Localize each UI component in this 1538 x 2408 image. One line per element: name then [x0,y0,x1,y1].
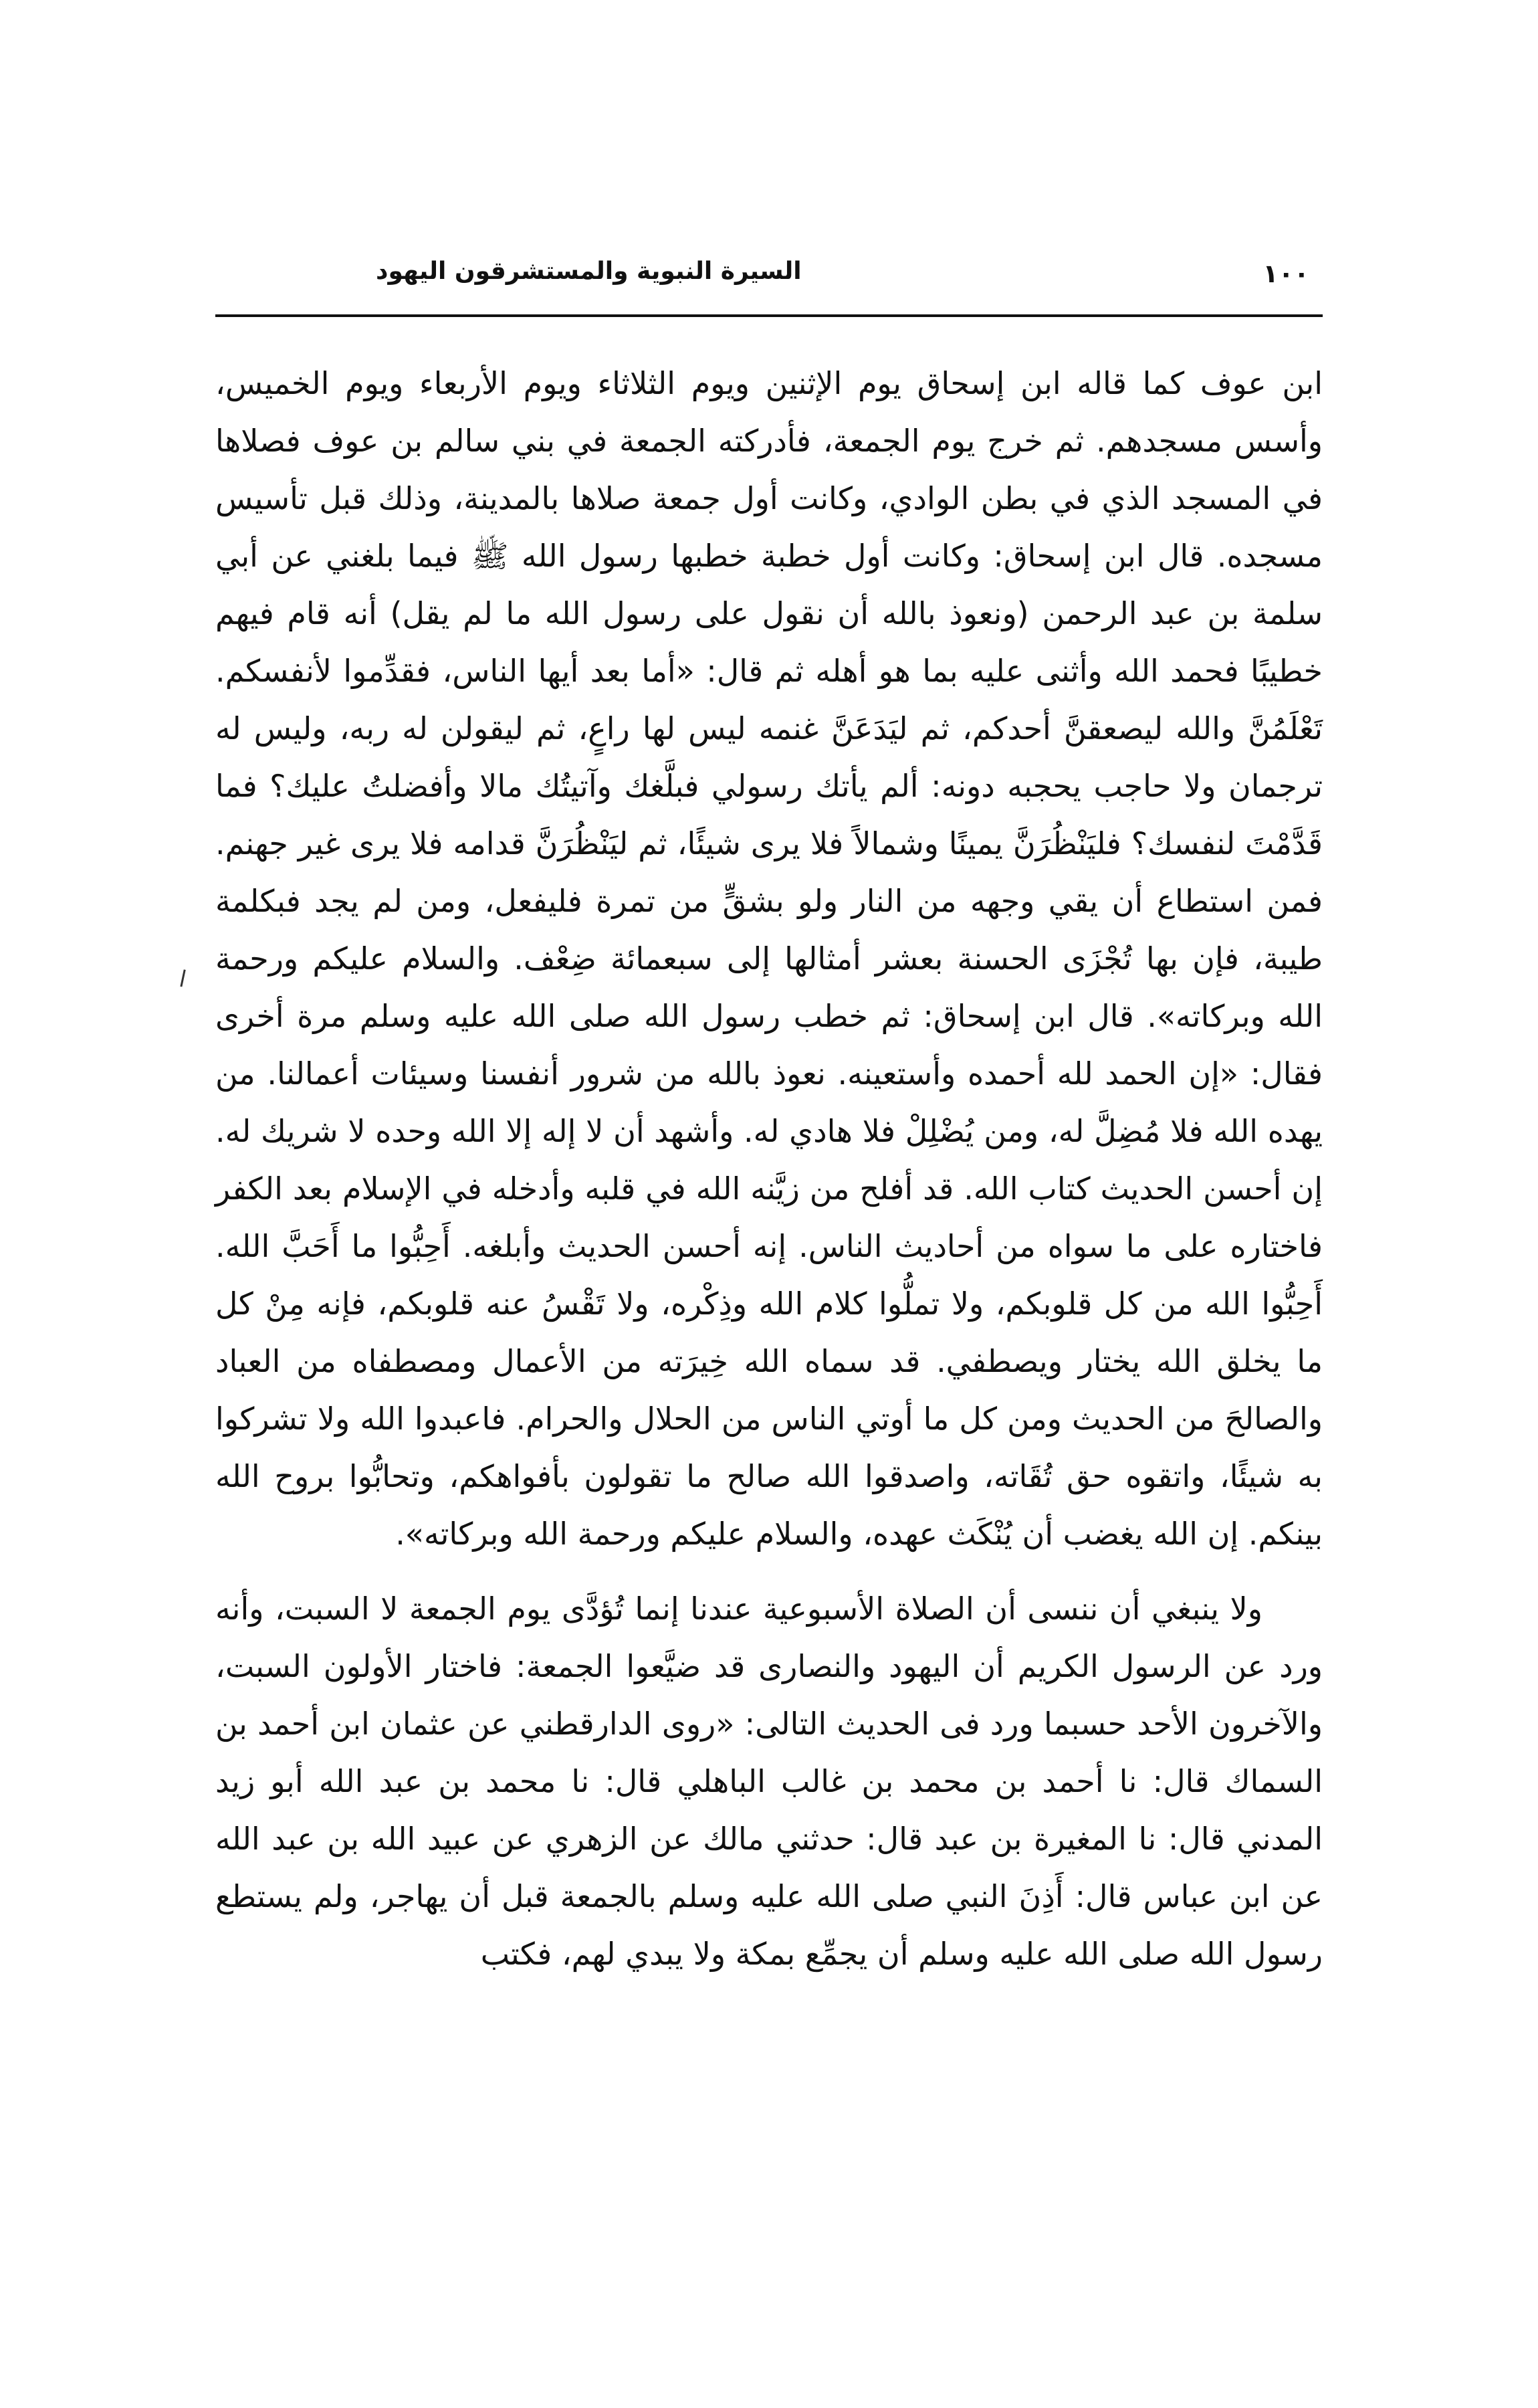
running-title: السيرة النبوية والمستشرقون اليهود [376,258,802,285]
margin-mark [180,969,189,987]
page-body [215,355,1323,1983]
page-header [215,258,1323,304]
paragraph-2: ولا ينبغي أن ننسى أن الصلاة الأسبوعية عندنا إنما تُؤدَّى يوم الجمعة لا السبت، وأنه ورد عن الرسول الكريم أن اليهود والنصارى قد ضيَّعوا الجمعة: فاختار الأولون السبت، والآخرون الأحد حسبما ورد فى الحديث التالى: «روى الدارقطني عن عثمان ابن أحمد بن السماك قال: نا أحمد بن محمد بن غالب الباهلي قال: نا محمد بن عبد الله أبو زيد المدني قال: نا المغيرة بن عبد قال: حدثني مالك عن الزهري عن عبيد الله بن عبد الله عن ابن عباس قال: أَذِنَ النبي صلى الله عليه وسلم بالجمعة قبل أن يهاجر، ولم يستطع رسول الله صلى الله عليه وسلم أن يجمِّع بمكة ولا يبدي لهم، فكتب [215,1591,1323,1972]
header-rule [215,314,1323,317]
paragraph-1: ابن عوف كما قاله ابن إسحاق يوم الإثنين ويوم الثلاثاء ويوم الأربعاء ويوم الخميس، وأسس مسجدهم. ثم خرج يوم الجمعة، فأدركته الجمعة في بني سالم بن عوف فصلاها في المسجد الذي في بطن الوادي، وكانت أول جمعة صلاها بالمدينة، وذلك قبل تأسيس مسجده. قال ابن إسحاق: وكانت أول خطبة خطبها رسول الله ﷺ فيما بلغني عن أبي سلمة بن عبد الرحمن (ونعوذ بالله أن نقول على رسول الله ما لم يقل) أنه قام فيهم خطيبًا فحمد الله وأثنى عليه بما هو أهله ثم قال: «أما بعد أيها الناس، فقدِّموا لأنفسكم. تَعْلَمُنَّ والله ليصعقنَّ أحدكم، ثم ليَدَعَنَّ غنمه ليس لها راعٍ، ثم ليقولن له ربه، وليس له ترجمان ولا حاجب يحجبه دونه: ألم يأتك رسولي فبلَّغك وآتيتُك مالا وأفضلتُ عليك؟ فما قَدَّمْتَ لنفسك؟ فليَنْظُرَنَّ يمينًا وشمالاً فلا يرى شيئًا، ثم ليَنْظُرَنَّ قدامه فلا يرى غير جهنم. فمن استطاع أن يقي وجهه من النار ولو بشقٍّ من تمرة فليفعل، ومن لم يجد فبكلمة طيبة، فإن بها تُجْزَى الحسنة بعشر أمثالها إلى سبعمائة ضِعْف. والسلام عليكم ورحمة الله وبركاته». قال ابن إسحاق: ثم خطب رسول الله صلى الله عليه وسلم مرة أخرى فقال: «إن الحمد لله أحمده وأستعينه. نعوذ بالله من شرور أنفسنا وسيئات أعمالنا. من يهده الله فلا مُضِلَّ له، ومن يُضْلِلْ فلا هادي له. وأشهد أن لا إله إلا الله وحده لا شريك له. إن أحسن الحديث كتاب الله. قد أفلح من زيَّنه الله في قلبه وأدخله في الإسلام بعد الكفر فاختاره على ما سواه من أحاديث الناس. إنه أحسن الحديث وأبلغه. أَحِبُّوا ما أَحَبَّ الله. أَحِبُّوا الله من كل قلوبكم، ولا تملُّوا كلام الله وذِكْره، ولا تَقْسُ عنه قلوبكم، فإنه مِنْ كل ما يخلق الله يختار ويصطفي. قد سماه الله خِيرَته من الأعمال ومصطفاه من العباد والصالحَ من الحديث ومن كل ما أوتي الناس من الحلال والحرام. فاعبدوا الله ولا تشركوا به شيئًا، واتقوه حق تُقَاته، واصدقوا الله صالح ما تقولون بأفواهكم، وتحابُّوا بروح الله بينكم. إن الله يغضب أن يُنْكَث عهده، والسلام عليكم ورحمة الله وبركاته». [215,365,1323,1552]
page-number: ١٠٠ [1262,259,1309,288]
